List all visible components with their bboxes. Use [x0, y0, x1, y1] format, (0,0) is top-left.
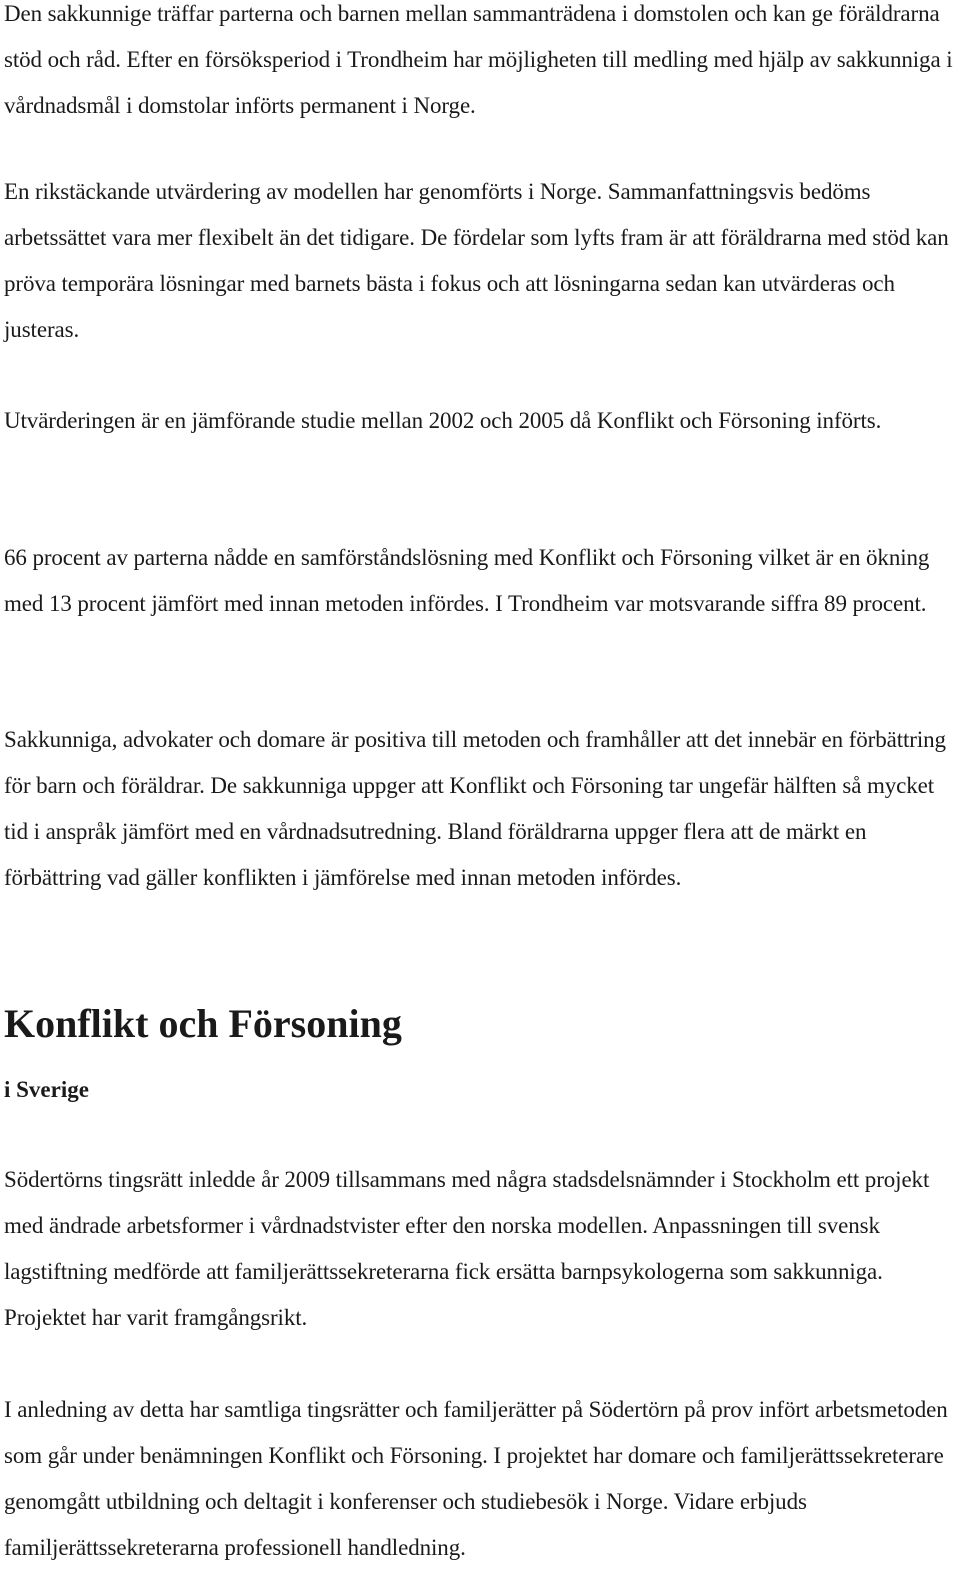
- paragraph-anledning: I anledning av detta har samtliga tingsrätter och familjerätter på Södertörn på prov infört arbetsmetoden som går under benämningen Konflikt och Försoning. I projektet har domare och familjerättssekreterare genomgått utbildning och deltagit i konferenser och studiebesök i Norge. Vidare erbjuds familjerättssekreterarna professionell handledning.: [4, 1397, 948, 1560]
- section-heading: Konflikt och Försoning: [4, 1001, 402, 1046]
- section-subheading: i Sverige: [4, 1077, 89, 1102]
- paragraph-sodertorn: Södertörns tingsrätt inledde år 2009 tillsammans med några stadsdelsnämnder i Stockholm ett projekt med ändrade arbetsformer i vårdnadstvister efter den norska modellen. Anpassningen till svensk lagstiftning medförde att familjerättssekreterarna fick ersätta barnpsykologerna som sakkunniga. Projektet har varit framgångsrikt.: [4, 1167, 930, 1330]
- paragraph-sakkunnige: Den sakkunnige träffar parterna och barnen mellan sammanträdena i domstolen och kan ge föräldrarna stöd och råd. Efter en försöksperiod i Trondheim har möjligheten till medling med hjälp av sakkunniga i vårdnadsmål i domstolar införts permanent i Norge.: [4, 1, 953, 118]
- paragraph-studie: Utvärderingen är en jämförande studie mellan 2002 och 2005 då Konflikt och Försoning införts.: [4, 408, 882, 433]
- paragraph-utvardering: En rikstäckande utvärdering av modellen har genomförts i Norge. Sammanfattningsvis bedöms arbetssättet vara mer flexibelt än det tidigare. De fördelar som lyfts fram är att föräldrarna med stöd kan pröva temporära lösningar med barnets bästa i fokus och att lösningarna sedan kan utvärderas och justeras.: [4, 179, 949, 342]
- paragraph-resultat: 66 procent av parterna nådde en samförståndslösning med Konflikt och Försoning vilket är en ökning med 13 procent jämfört med innan metoden infördes. I Trondheim var motsvarande siffra 89 procent.: [4, 545, 930, 616]
- paragraph-positiva: Sakkunniga, advokater och domare är positiva till metoden och framhåller att det innebär en förbättring för barn och föräldrar. De sakkunniga uppger att Konflikt och Försoning tar ungefär hälften så mycket tid i anspråk jämfört med en vårdnadsutredning. Bland föräldrarna uppger flera att de märkt en förbättring vad gäller konflikten i jämförelse med innan metoden infördes.: [4, 727, 946, 890]
